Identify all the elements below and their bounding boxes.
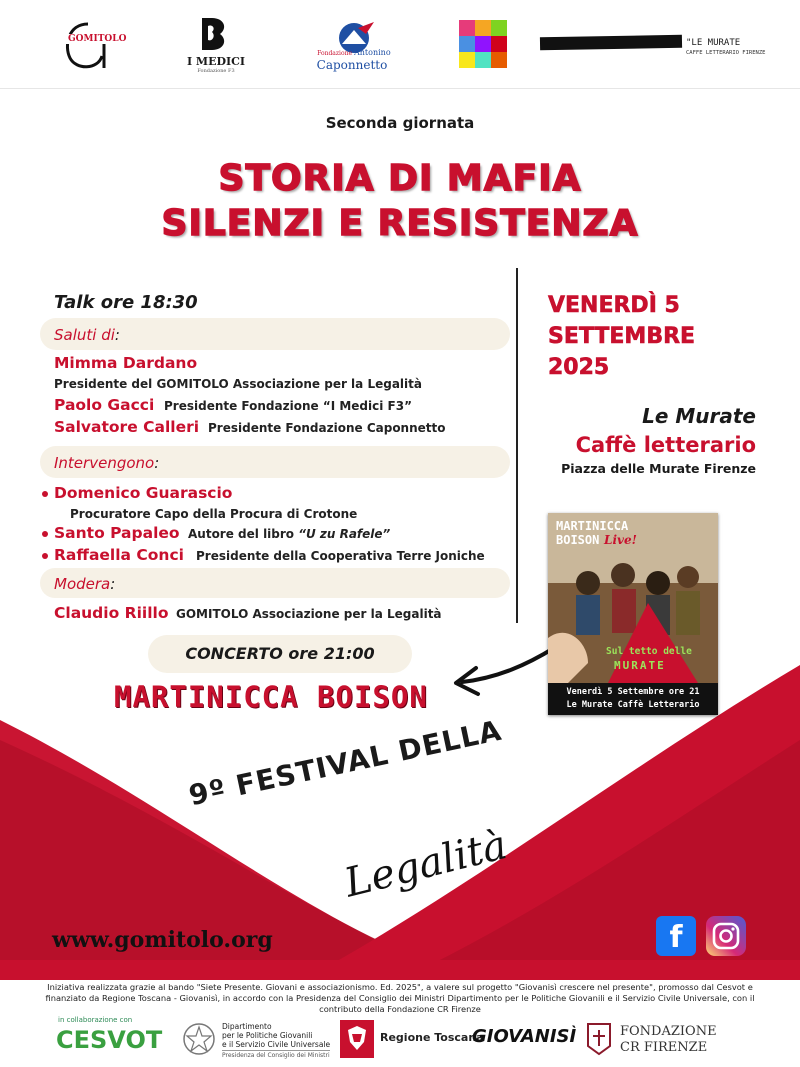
speaker-role: Presidente del GOMITOLO Associazione per la Legalità [54,377,422,391]
speaker-name: Santo Papaleo [54,524,180,542]
day-subtitle: Seconda giornata [325,114,475,132]
venue-address: Piazza delle Murate Firenze [561,461,756,476]
speaker-name: Mimma Dardano [54,354,198,372]
dipartimento-line1: Dipartimento [222,1022,272,1031]
concert-time: CONCERTO ore 21:00 [185,644,375,663]
venue-name: Le Murate [642,404,756,428]
speaker-role: Presidente della Cooperativa Terre Joniche [196,549,485,563]
instagram-icon[interactable] [706,916,746,956]
gomitolo-logo-text: GOMITOLO [68,34,127,44]
facebook-icon[interactable]: f [656,916,696,956]
concert-poster [548,513,718,715]
moderator-name: Claudio Riillo [54,604,169,622]
cr-firenze-line2: CR FIRENZE [620,1040,708,1055]
republic-emblem-icon [182,1022,216,1056]
bullet-icon [42,553,48,559]
poster-title1: MARTINICCA [556,519,629,533]
regione-toscana-label: Regione Toscana [380,1031,484,1044]
regione-toscana-icon [340,1020,374,1058]
poster-caption1: Sul tetto delle [606,646,692,657]
giovanisi-logo: GIOVANISÌ [472,1026,577,1047]
bullet-icon [42,531,48,537]
date-line: 2025 [548,355,610,380]
festival-title: 9º FESTIVAL DELLA [186,713,505,813]
event-title-line2: SILENZI E RESISTENZA [161,203,639,244]
band-name: MARTINICCA BOISON [114,680,428,714]
dipartimento-line2: per le Politiche Giovanili [222,1031,313,1040]
medici-logo-icon [194,14,236,54]
murate-logo-sub: CAFFE LETTERARIO FIRENZE [686,50,766,56]
date-line: VENERDÌ 5 [548,293,680,318]
poster-footer2: Le Murate Caffè Letterario [566,700,700,710]
website-link[interactable]: www.gomitolo.org [52,927,273,953]
speaker-name: Raffaella Conci [54,546,184,564]
talk-time: Talk ore 18:30 [54,292,198,313]
interventi-label: Intervengono: [54,454,160,472]
poster-live: Live! [604,533,637,547]
caponnetto-logo-foundation: Fondazione [317,50,352,57]
colorful-grid-logo [459,20,507,68]
speaker-name: Paolo Gacci [54,396,155,414]
moderator-role: GOMITOLO Associazione per la Legalità [176,607,442,621]
cr-firenze-line1: FONDAZIONE [620,1024,717,1039]
cr-firenze-icon [584,1020,614,1056]
header-divider [0,88,800,89]
funding-note: Iniziativa realizzata grazie al bando "Siete Presente. Giovani e associazionismo. Ed. 2025", a valere sul progetto "Giovanisì crescere nel presente", promosso dal Cesvot e finanziato da Regione Toscana - Giovanisì, in accordo con la Presidenza del Consiglio dei Ministri Dipartimento per le Politiche Giovanili e il Servizio Civile Universale, con il contributo della Fondazione CR Firenze [45,982,755,1014]
medici-logo-sub: Fondazione F3 [197,68,235,74]
poster-caption2: MURATE [614,659,666,672]
dipartimento-line3: e il Servizio Civile Universale [222,1040,331,1049]
column-divider [516,268,518,623]
cesvot-collab-label: in collaborazione con [58,1016,133,1024]
speaker-name: Domenico Guarascio [54,484,233,502]
speaker-role: Presidente Fondazione “I Medici F3” [164,399,412,413]
murate-logo-text: "LE MURATE [686,38,741,48]
medici-logo-text: I MEDICI [186,55,246,68]
arrow-icon [448,640,558,700]
dipartimento-line4: Presidenza del Consiglio dei Ministri [222,1052,330,1059]
speaker-name: Salvatore Calleri [54,418,200,436]
gomitolo-logo [58,16,128,72]
saluti-label: Saluti di: [54,326,120,344]
logo-bar [0,0,800,88]
festival-legalita: Legalità [340,822,512,907]
caponnetto-logo-name1: Antonino [354,48,391,57]
caponnetto-logo-name2: Caponnetto [316,58,388,72]
event-title-line1: STORIA DI MAFIA [218,158,582,199]
poster-title2: BOISON [556,533,600,547]
bullet-icon [42,491,48,497]
modera-label: Modera: [54,575,116,593]
date-line: SETTEMBRE [548,324,696,349]
poster-footer1: Venerdì 5 Settembre ore 21 [566,687,700,697]
speaker-role: Presidente Fondazione Caponnetto [208,421,446,435]
speaker-role: Procuratore Capo della Procura di Crotone [70,507,358,521]
cesvot-logo: CESVOT [56,1026,163,1054]
venue-subtitle: Caffè letterario [575,433,756,457]
redacted-bar [540,35,682,50]
event-date [548,290,695,383]
speaker-role: Autore del libro “U zu Rafele” [188,527,391,541]
